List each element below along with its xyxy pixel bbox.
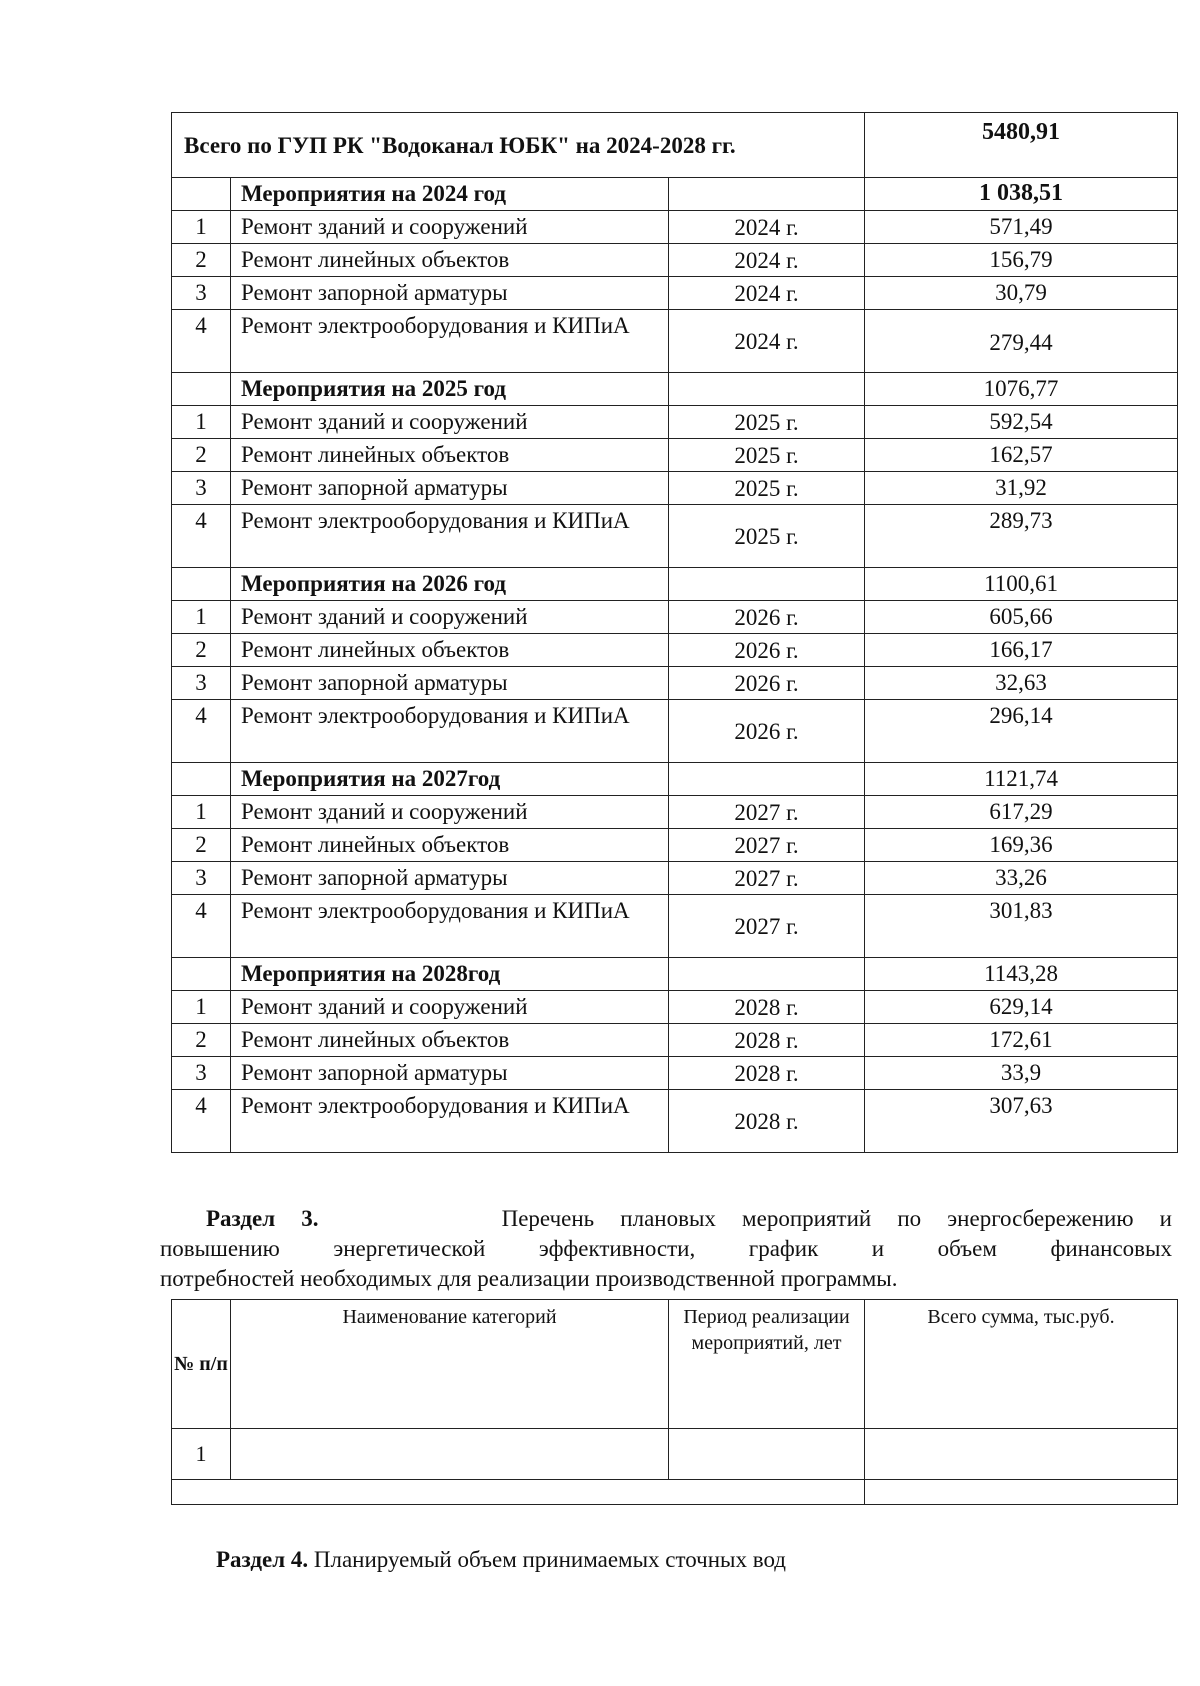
section-3-line-1: Перечень плановых мероприятий по энергосбережению и bbox=[501, 1206, 1172, 1231]
row-num: 2 bbox=[172, 634, 231, 667]
row-name: Ремонт линейных объектов bbox=[231, 439, 669, 472]
row-value: 605,66 bbox=[865, 601, 1178, 634]
row-year: 2024 г. bbox=[669, 277, 865, 310]
row-name: Ремонт линейных объектов bbox=[231, 1024, 669, 1057]
section-row bbox=[172, 178, 1178, 211]
row-year: 2024 г. bbox=[669, 244, 865, 277]
row-name: Ремонт зданий и сооружений bbox=[231, 991, 669, 1024]
plan-table-row bbox=[172, 1429, 1178, 1480]
row-year: 2027 г. bbox=[669, 895, 865, 958]
row-name: Ремонт электрооборудования и КИПиА bbox=[231, 1090, 669, 1153]
section-row bbox=[172, 763, 1178, 796]
row-value: 32,63 bbox=[865, 667, 1178, 700]
plan-row-name bbox=[231, 1429, 669, 1480]
row-num: 1 bbox=[172, 406, 231, 439]
row-name: Ремонт запорной арматуры bbox=[231, 1057, 669, 1090]
section-title: Мероприятия на 2025 год bbox=[231, 373, 669, 406]
section-num bbox=[172, 178, 231, 211]
col-name-header: Наименование категорий bbox=[231, 1300, 669, 1429]
section-3-line-2: повышению энергетической эффективности, график и объем финансовых bbox=[160, 1236, 1172, 1261]
section-total: 1143,28 bbox=[865, 958, 1178, 991]
row-value: 279,44 bbox=[865, 310, 1178, 373]
table-row bbox=[172, 277, 1178, 310]
row-num: 2 bbox=[172, 829, 231, 862]
row-year: 2025 г. bbox=[669, 505, 865, 568]
section-3-label: Раздел 3. bbox=[206, 1206, 319, 1231]
row-year: 2027 г. bbox=[669, 829, 865, 862]
row-name: Ремонт линейных объектов bbox=[231, 634, 669, 667]
section-title: Мероприятия на 2026 год bbox=[231, 568, 669, 601]
row-num: 3 bbox=[172, 667, 231, 700]
row-value: 617,29 bbox=[865, 796, 1178, 829]
table-row bbox=[172, 862, 1178, 895]
row-num: 3 bbox=[172, 862, 231, 895]
table-row bbox=[172, 667, 1178, 700]
section-year bbox=[669, 958, 865, 991]
plan-table bbox=[171, 1299, 1178, 1505]
section-title: Мероприятия на 2024 год bbox=[231, 178, 669, 211]
row-num: 1 bbox=[172, 601, 231, 634]
plan-table-header bbox=[172, 1300, 1178, 1429]
row-year: 2027 г. bbox=[669, 862, 865, 895]
row-value: 30,79 bbox=[865, 277, 1178, 310]
section-total: 1 038,51 bbox=[865, 178, 1178, 211]
expenses-table bbox=[171, 112, 1178, 1153]
row-year: 2025 г. bbox=[669, 439, 865, 472]
row-year: 2028 г. bbox=[669, 991, 865, 1024]
section-num bbox=[172, 373, 231, 406]
table-row bbox=[172, 829, 1178, 862]
plan-table-total-row bbox=[172, 1480, 1178, 1505]
row-value: 592,54 bbox=[865, 406, 1178, 439]
row-year: 2028 г. bbox=[669, 1024, 865, 1057]
grand-total-value: 5480,91 bbox=[865, 113, 1178, 178]
row-year: 2028 г. bbox=[669, 1057, 865, 1090]
row-num: 1 bbox=[172, 991, 231, 1024]
row-year: 2024 г. bbox=[669, 310, 865, 373]
row-name: Ремонт запорной арматуры bbox=[231, 277, 669, 310]
plan-row-period bbox=[669, 1429, 865, 1480]
section-num bbox=[172, 763, 231, 796]
table-row bbox=[172, 310, 1178, 373]
row-value: 169,36 bbox=[865, 829, 1178, 862]
section-3-heading bbox=[160, 1204, 1172, 1294]
section-row bbox=[172, 958, 1178, 991]
section-3-line-3: потребностей необходимых для реализации производственной программы. bbox=[160, 1266, 898, 1291]
row-num: 1 bbox=[172, 211, 231, 244]
table-row bbox=[172, 1057, 1178, 1090]
row-value: 289,73 bbox=[865, 505, 1178, 568]
row-value: 629,14 bbox=[865, 991, 1178, 1024]
row-name: Ремонт электрооборудования и КИПиА bbox=[231, 700, 669, 763]
row-year: 2026 г. bbox=[669, 634, 865, 667]
table-row bbox=[172, 634, 1178, 667]
table-row bbox=[172, 211, 1178, 244]
row-year: 2028 г. bbox=[669, 1090, 865, 1153]
row-name: Ремонт зданий и сооружений bbox=[231, 601, 669, 634]
row-num: 4 bbox=[172, 310, 231, 373]
row-year: 2026 г. bbox=[669, 667, 865, 700]
plan-row-sum bbox=[865, 1429, 1178, 1480]
row-value: 162,57 bbox=[865, 439, 1178, 472]
section-title: Мероприятия на 2027год bbox=[231, 763, 669, 796]
table-row bbox=[172, 601, 1178, 634]
row-value: 33,26 bbox=[865, 862, 1178, 895]
row-num: 2 bbox=[172, 1024, 231, 1057]
row-name: Ремонт электрооборудования и КИПиА bbox=[231, 310, 669, 373]
section-num bbox=[172, 568, 231, 601]
row-value: 307,63 bbox=[865, 1090, 1178, 1153]
row-name: Ремонт запорной арматуры bbox=[231, 472, 669, 505]
section-4-heading bbox=[216, 1545, 786, 1575]
section-title: Мероприятия на 2028год bbox=[231, 958, 669, 991]
row-name: Ремонт электрооборудования и КИПиА bbox=[231, 895, 669, 958]
row-year: 2026 г. bbox=[669, 601, 865, 634]
row-name: Ремонт зданий и сооружений bbox=[231, 406, 669, 439]
row-num: 4 bbox=[172, 895, 231, 958]
section-year bbox=[669, 178, 865, 211]
table-row bbox=[172, 796, 1178, 829]
row-num: 3 bbox=[172, 1057, 231, 1090]
row-num: 2 bbox=[172, 439, 231, 472]
row-name: Ремонт запорной арматуры bbox=[231, 667, 669, 700]
row-name: Ремонт запорной арматуры bbox=[231, 862, 669, 895]
row-year: 2025 г. bbox=[669, 472, 865, 505]
row-name: Ремонт линейных объектов bbox=[231, 829, 669, 862]
table-row bbox=[172, 991, 1178, 1024]
row-year: 2025 г. bbox=[669, 406, 865, 439]
table-row bbox=[172, 406, 1178, 439]
row-value: 166,17 bbox=[865, 634, 1178, 667]
section-4-label: Раздел 4. bbox=[216, 1547, 309, 1572]
section-total: 1076,77 bbox=[865, 373, 1178, 406]
row-num: 3 bbox=[172, 472, 231, 505]
grand-total-title: Всего по ГУП РК "Водоканал ЮБК" на 2024-2028 гг. bbox=[172, 113, 865, 178]
row-num: 4 bbox=[172, 700, 231, 763]
row-value: 301,83 bbox=[865, 895, 1178, 958]
row-num: 3 bbox=[172, 277, 231, 310]
row-value: 31,92 bbox=[865, 472, 1178, 505]
row-year: 2027 г. bbox=[669, 796, 865, 829]
table-row bbox=[172, 895, 1178, 958]
section-year bbox=[669, 568, 865, 601]
row-value: 156,79 bbox=[865, 244, 1178, 277]
section-year bbox=[669, 763, 865, 796]
row-name: Ремонт электрооборудования и КИПиА bbox=[231, 505, 669, 568]
col-period-header: Период реализации мероприятий, лет bbox=[669, 1300, 865, 1429]
section-year bbox=[669, 373, 865, 406]
row-year: 2026 г. bbox=[669, 700, 865, 763]
table-row bbox=[172, 472, 1178, 505]
row-year: 2024 г. bbox=[669, 211, 865, 244]
table-row bbox=[172, 505, 1178, 568]
section-row bbox=[172, 373, 1178, 406]
section-row bbox=[172, 568, 1178, 601]
plan-total-label bbox=[172, 1480, 865, 1505]
plan-row-num: 1 bbox=[172, 1429, 231, 1480]
row-num: 4 bbox=[172, 1090, 231, 1153]
row-name: Ремонт линейных объектов bbox=[231, 244, 669, 277]
row-num: 1 bbox=[172, 796, 231, 829]
row-num: 4 bbox=[172, 505, 231, 568]
table-row bbox=[172, 439, 1178, 472]
section-num bbox=[172, 958, 231, 991]
col-num-header: № п/п bbox=[172, 1300, 231, 1429]
table-row bbox=[172, 1024, 1178, 1057]
table-row bbox=[172, 244, 1178, 277]
section-total: 1121,74 bbox=[865, 763, 1178, 796]
row-value: 571,49 bbox=[865, 211, 1178, 244]
row-num: 2 bbox=[172, 244, 231, 277]
grand-total-row bbox=[172, 113, 1178, 178]
table-row bbox=[172, 1090, 1178, 1153]
row-name: Ремонт зданий и сооружений bbox=[231, 796, 669, 829]
row-name: Ремонт зданий и сооружений bbox=[231, 211, 669, 244]
table-row bbox=[172, 700, 1178, 763]
col-sum-header: Всего сумма, тыс.руб. bbox=[865, 1300, 1178, 1429]
row-value: 296,14 bbox=[865, 700, 1178, 763]
plan-total-sum bbox=[865, 1480, 1178, 1505]
section-4-text: Планируемый объем принимаемых сточных вод bbox=[308, 1547, 786, 1572]
section-total: 1100,61 bbox=[865, 568, 1178, 601]
row-value: 33,9 bbox=[865, 1057, 1178, 1090]
row-value: 172,61 bbox=[865, 1024, 1178, 1057]
